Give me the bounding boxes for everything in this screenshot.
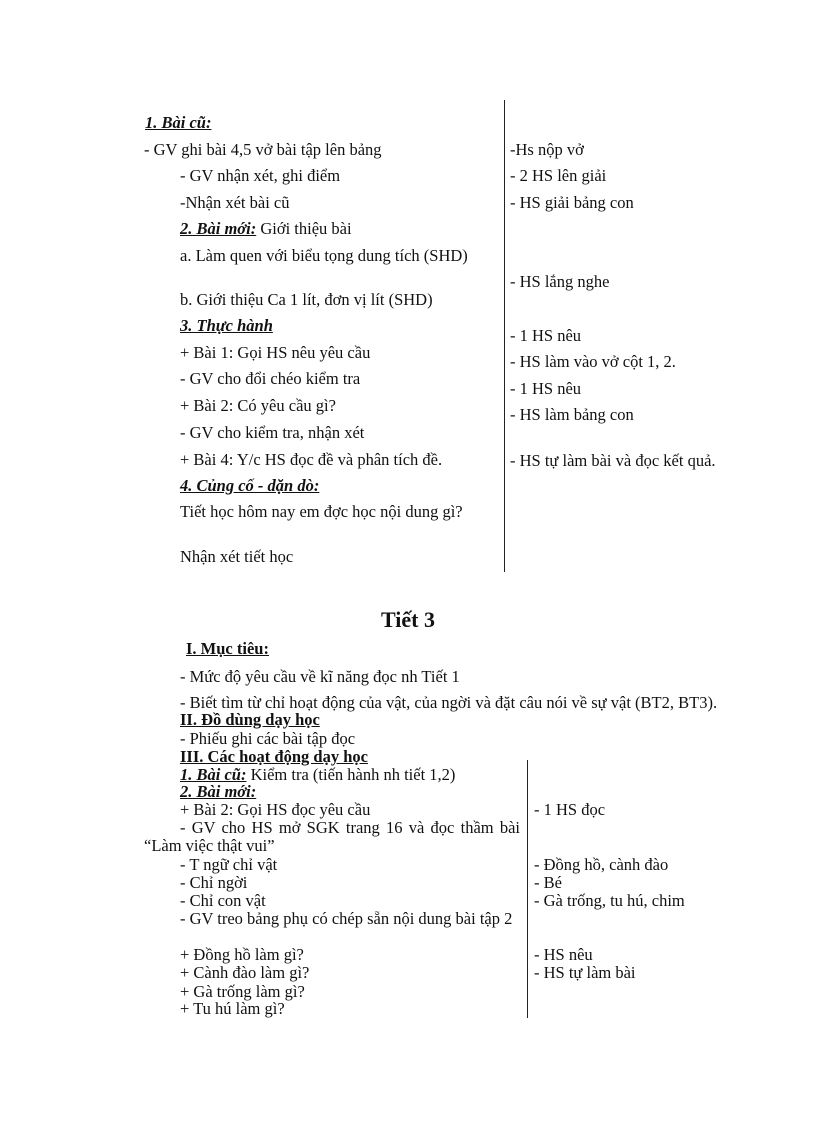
table-divider-bottom: [527, 760, 528, 1018]
right-line-2: - 2 HS lên giải: [510, 166, 607, 185]
activities-old-heading: 1. Bài cũ:: [180, 765, 247, 784]
left-line-2: - GV nhận xét, ghi điểm: [180, 166, 341, 185]
right-line-3: - HS giải bảng con: [510, 193, 634, 212]
right-line-7: - 1 HS nêu: [510, 379, 582, 398]
left-line-1: - GV ghi bài 4,5 vở bài tập lên bảng: [144, 140, 382, 159]
objectives-heading: I. Mục tiêu:: [186, 639, 269, 658]
right-line-8: - HS làm bảng con: [510, 405, 634, 424]
practice-heading: 3. Thực hành: [180, 316, 273, 335]
activity-line-1: + Bài 2: Gọi HS đọc yêu cầu: [180, 800, 371, 819]
left-line-4: a. Làm quen với biểu tọng dung tích (SHD): [180, 246, 468, 265]
right-line-5: - 1 HS nêu: [510, 326, 582, 345]
activity-line-6: - GV treo bảng phụ có chép sẵn nội dung bài tập 2: [180, 909, 513, 928]
page-title: Tiết 3: [381, 607, 435, 632]
left-line-11: Tiết học hôm nay em đợc học nội dung gì?: [180, 502, 463, 521]
activity-line-8: + Cành đào làm gì?: [180, 963, 310, 982]
left-line-5: b. Giới thiệu Ca 1 lít, đơn vị lít (SHD): [180, 290, 433, 309]
old-lesson-heading: 1. Bài cũ:: [145, 113, 212, 132]
activity-line-4: - Chỉ ngời: [180, 873, 248, 892]
activity-line-3: - T ngữ chỉ vật: [180, 855, 278, 874]
right-line-1: -Hs nộp vở: [510, 140, 584, 159]
right-line-4: - HS lắng nghe: [510, 272, 610, 291]
activity-response-5: - HS nêu: [534, 945, 593, 964]
left-line-12: Nhận xét tiết học: [180, 547, 294, 566]
new-lesson-text: Giới thiệu bài: [256, 219, 352, 238]
activity-line-2: - GV cho HS mở SGK trang 16 và đọc thầm bài “Làm việc thật vui”: [144, 818, 520, 856]
right-line-6: - HS làm vào vở cột 1, 2.: [510, 352, 676, 371]
left-line-8: + Bài 2: Có yêu cầu gì?: [180, 396, 336, 415]
right-line-9: - HS tự làm bài và đọc kết quả.: [510, 451, 716, 470]
table-divider-top: [504, 100, 505, 572]
activity-response-4: - Gà trống, tu hú, chim: [534, 891, 685, 910]
left-line-7: - GV cho đổi chéo kiểm tra: [180, 369, 361, 388]
activities-new-heading: 2. Bài mới:: [180, 782, 257, 801]
activity-line-5: - Chỉ con vật: [180, 891, 266, 910]
activity-response-3: - Bé: [534, 873, 562, 892]
activities-heading: III. Các hoạt động dạy học: [180, 747, 368, 766]
activity-response-2: - Đồng hồ, cành đào: [534, 855, 669, 874]
left-line-6: + Bài 1: Gọi HS nêu yêu cầu: [180, 343, 371, 362]
left-line-3: -Nhận xét bài cũ: [180, 193, 290, 212]
objective-1: - Mức độ yêu cầu về kĩ năng đọc nh Tiết 1: [180, 667, 460, 686]
material-1: - Phiếu ghi các bài tập đọc: [180, 729, 356, 748]
activity-line-9: + Gà trống làm gì?: [180, 982, 305, 1001]
new-lesson-line: [180, 220, 352, 238]
materials-heading: II. Đồ dùng dạy học: [180, 710, 320, 729]
objective-2: - Biết tìm từ chỉ hoạt động của vật, của ngời và đặt câu nói về sự vật (BT2, BT3).: [180, 693, 718, 712]
left-line-9: - GV cho kiểm tra, nhận xét: [180, 423, 365, 442]
activity-line-10: + Tu hú làm gì?: [180, 999, 285, 1018]
activity-line-7: + Đồng hồ làm gì?: [180, 945, 304, 964]
wrap-up-heading: 4. Củng cố - dặn dò:: [180, 476, 320, 495]
activity-response-6: - HS tự làm bài: [534, 963, 636, 982]
activity-response-1: - 1 HS đọc: [534, 800, 606, 819]
left-line-10: + Bài 4: Y/c HS đọc đề và phân tích đề.: [180, 450, 443, 469]
new-lesson-heading: 2. Bài mới:: [180, 219, 257, 238]
activities-old-text: Kiểm tra (tiến hành nh tiết 1,2): [246, 765, 456, 784]
